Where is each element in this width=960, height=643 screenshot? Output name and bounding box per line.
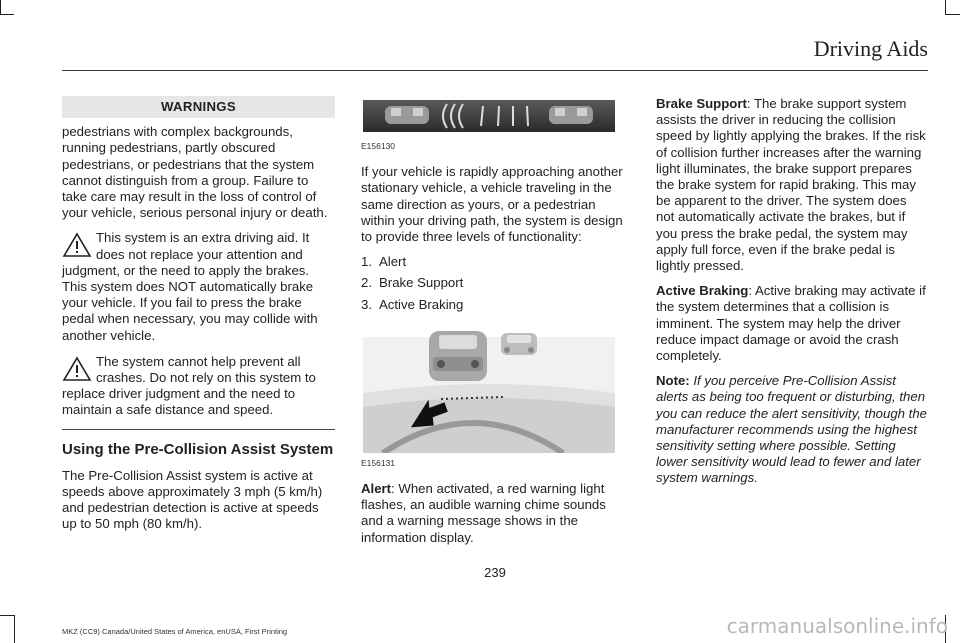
page-number: 239 xyxy=(484,565,506,580)
list-number: 3. xyxy=(361,296,372,312)
note-label: Note: xyxy=(656,373,690,389)
list-text: Brake Support xyxy=(379,275,464,291)
brake-support-paragraph xyxy=(656,96,928,274)
brake-support-label: Brake Support xyxy=(656,96,747,111)
warning-triangle-icon xyxy=(62,232,92,258)
instrument-cluster-figure xyxy=(363,96,615,136)
figure-id: E156130 xyxy=(361,141,396,151)
warnings-heading: WARNINGS xyxy=(62,96,335,118)
footer-text: MKZ (CC9) Canada/United States of America, enUSA, First Printing xyxy=(62,627,288,636)
crop-mark xyxy=(945,14,960,15)
note-paragraph xyxy=(656,373,928,486)
crop-mark xyxy=(945,0,946,14)
middle-column xyxy=(361,96,631,555)
levels-list xyxy=(361,254,631,313)
warning-text-2: The system cannot help prevent all crashes. Do not rely on this system to replace driver judgment and the need to maintain a safe distance and speed. xyxy=(62,353,316,418)
right-column xyxy=(656,96,928,496)
title-rule xyxy=(62,70,928,71)
list-item xyxy=(361,275,631,291)
brake-support-text: : The brake support system assists the driver in reducing the collision speed by lightly applying the brakes. If the risk of collision further increases after the warning light illuminates, the brake support prepares the brake system for rapid braking. This may be apparent to the driver. The system does not automatically activate the brakes, but if you press the brake pedal, the system may apply full force, even if the brake pedal is lightly pressed. xyxy=(656,96,926,274)
crop-mark xyxy=(14,615,15,643)
crop-mark xyxy=(0,14,14,15)
warning-intro: pedestrians with complex backgrounds, running pedestrians, partly obscured pedestrians, or pedestrians that the system cannot distinguish from a group. Failure to take care may result in the loss of control of your vehicle, serious personal injury or death. xyxy=(62,124,328,221)
list-text: Active Braking xyxy=(379,296,464,312)
crop-mark xyxy=(0,615,14,616)
watermark: carmanualsonline.info xyxy=(726,614,948,638)
windshield-illustration xyxy=(363,323,615,453)
near-car-icon xyxy=(429,331,487,381)
section-body: The Pre-Collision Assist system is active at speeds above approximately 3 mph (5 km/h) and pedestrian detection is active at speeds up to 50 mph (80 km/h). xyxy=(62,467,323,532)
list-item xyxy=(361,254,631,270)
crop-mark xyxy=(0,0,1,14)
list-number: 2. xyxy=(361,275,372,291)
alert-label: Alert xyxy=(361,481,392,497)
list-item xyxy=(361,297,631,313)
warning-text-1: This system is an extra driving aid. It does not replace your attention and judgment, or the need to apply the brakes. This system does NOT automatically brake your vehicle. If you fail to press the brake pedal when necessary, you may collide with another vehicle. xyxy=(62,230,318,343)
functionality-intro: If your vehicle is rapidly approaching another stationary vehicle, a vehicle traveling in the same direction as yours, or a pedestrian within your driving path, the system is design to provide three levels of functionality: xyxy=(361,164,623,245)
far-car-icon xyxy=(501,333,537,355)
cluster-illustration xyxy=(363,96,615,136)
left-column xyxy=(62,96,335,542)
page-title: Driving Aids xyxy=(813,36,928,61)
windshield-figure xyxy=(363,323,615,453)
list-number: 1. xyxy=(361,254,372,270)
figure-id: E156131 xyxy=(361,457,396,468)
active-braking-paragraph xyxy=(656,283,928,364)
warning-triangle-icon xyxy=(62,356,92,382)
warning-item xyxy=(62,354,335,419)
alert-text: : When activated, a red warning light flashes, an audible warning chime sounds and a warning message shows in the information display. xyxy=(361,481,606,545)
warning-item xyxy=(62,230,335,343)
section-heading: Using the Pre-Collision Assist System xyxy=(62,440,334,458)
alert-paragraph xyxy=(361,481,631,546)
active-braking-label: Active Braking xyxy=(656,283,749,299)
section-divider xyxy=(62,429,335,430)
note-text: If you perceive Pre-Collision Assist alerts as being too frequent or disturbing, then you can reduce the alert sensitivity, though the manufacturer recommends using the highest sensitivity setting where possible. Setting lower sensitivity would lead to fewer and later system warnings. xyxy=(656,373,927,486)
active-braking-text: : Active braking may activate if the system determines that a collision is imminent. The system may help the driver reduce impact damage or avoid the crash completely. xyxy=(656,283,926,364)
list-text: Alert xyxy=(379,254,407,270)
